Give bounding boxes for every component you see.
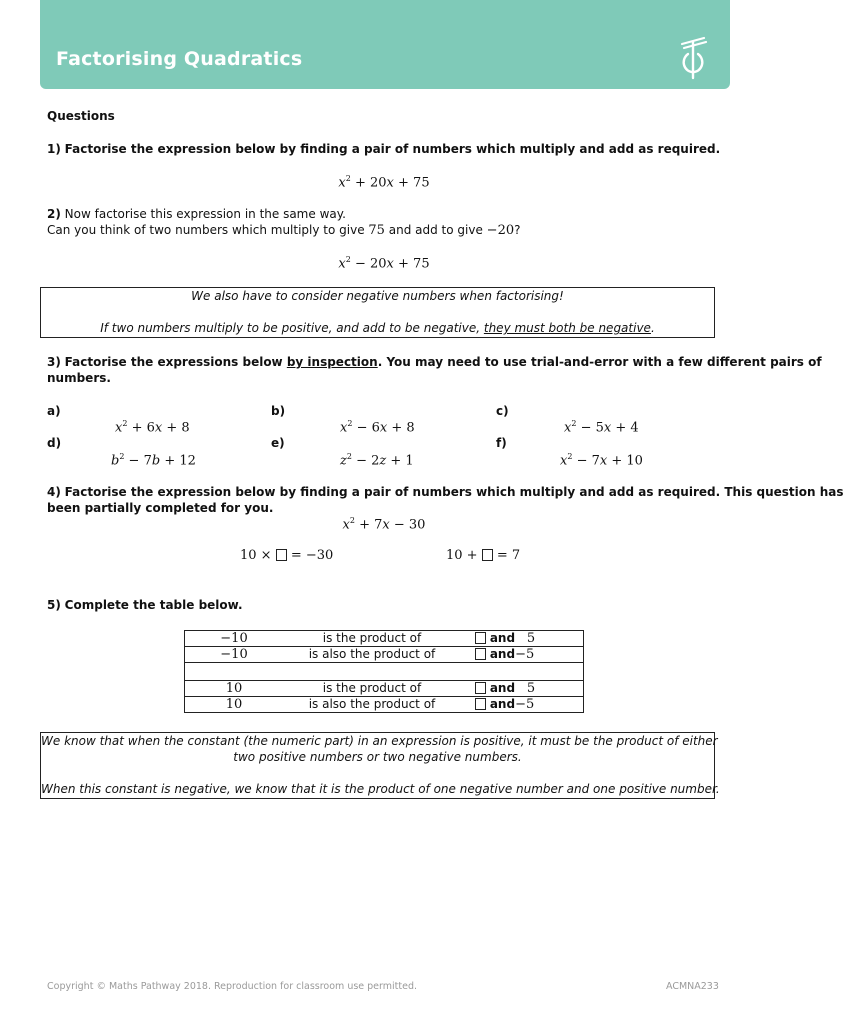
and-text: and [489,631,516,645]
table-cell-number: 10 [225,697,243,712]
table-cell-number: −10 [220,631,248,646]
table-cell-answer [461,647,583,663]
answer-box[interactable] [475,648,486,660]
product-table-grid [185,631,583,712]
part-label-d: d) [47,436,62,450]
part-b-expression: $x^2 - 6x + 8$ [340,419,415,436]
question-number: 2) [47,207,61,221]
note-line: two positive numbers or two negative numbers. [233,750,522,764]
answer-box[interactable] [482,549,493,561]
note-line: We also have to consider negative numbers when factorising! [191,289,564,303]
answer-box[interactable] [475,698,486,710]
sum-equation: 10 + = 7 [446,548,521,563]
question-text: and add to give [384,223,487,237]
table-cell-phrase: is also the product of [308,647,436,661]
question-text: Factorise the expression below by finding a pair of numbers which multiply and add as required. [64,142,721,156]
question-3 [47,354,822,370]
question-text: Now factorise this expression in the same way. [64,207,346,221]
table-row-spacer [185,663,583,681]
table-cell-phrase: is the product of [322,681,422,695]
maths-pathway-logo-icon [676,34,712,80]
part-label-f: f) [496,436,507,450]
page-title: Factorising Quadratics [56,48,303,70]
note-text: If two numbers multiply to be positive, and add to be negative, [100,321,484,335]
footer-copyright: Copyright © Maths Pathway 2018. Reproduction for classroom use permitted. [47,981,418,992]
part-d-expression: $b^2 - 7b + 12$ [111,452,196,469]
question-5 [47,597,243,613]
note-text: . [650,321,655,335]
question-3-line2: numbers. [47,371,111,385]
question-text: Complete the table below. [64,598,243,612]
question-4 [47,484,844,500]
product-equation: 10 × = −30 [240,548,334,563]
answer-box[interactable] [276,549,287,561]
table-cell-answer [461,631,583,647]
number: −20 [486,223,515,238]
note-line: We know that when the constant (the numeric part) in an expression is positive, it must be the product of either [41,734,718,748]
question-1 [47,141,720,157]
part-label-a: a) [47,404,61,418]
question-number: 1) [47,142,61,156]
footer-code: ACMNA233 [666,981,719,992]
table-cell-number: −10 [220,647,248,662]
question-text: Factorise the expression below by finding a pair of numbers which multiply and add as required. This question has [64,485,844,499]
table-row [185,631,583,647]
question-text: Can you think of two numbers which multiply to give [47,223,369,237]
table-row [185,681,583,697]
table-cell-answer [461,681,583,697]
q1-expression: $x^2 + 20x + 75$ [338,174,430,191]
table-cell-answer [461,697,583,713]
factor-value: −5 [515,647,535,662]
factor-value: −5 [515,697,535,712]
note-line: When this constant is negative, we know that it is the product of one negative number and one positive number. [41,782,720,796]
table-row [185,647,583,663]
note-box-negative-numbers [40,287,715,338]
and-text: and [489,697,516,711]
table-cell-phrase: is also the product of [308,697,436,711]
question-2 [47,206,346,222]
answer-box[interactable] [475,682,486,694]
and-text: and [489,681,516,695]
q2-expression: $x^2 - 20x + 75$ [338,255,430,272]
part-f-expression: $x^2 - 7x + 10$ [560,452,643,469]
questions-heading: Questions [47,109,115,123]
factor-value: 5 [526,681,536,696]
table-row [185,697,583,713]
note-box-constant-sign [40,732,720,799]
part-c-expression: $x^2 - 5x + 4$ [564,419,639,436]
note-line [41,320,714,336]
part-a-expression: $x^2 + 6x + 8$ [115,419,190,436]
number: 75 [368,223,385,238]
part-label-b: b) [271,404,286,418]
question-number: 5) [47,598,61,612]
question-number: 3) [47,355,61,369]
q4-expression: $x^2 + 7x - 30$ [342,516,426,533]
question-text: ? [514,223,521,237]
question-number: 4) [47,485,61,499]
part-label-c: c) [496,404,509,418]
note-text-underlined: they must both be negative [483,321,651,335]
factor-value: 5 [526,631,536,646]
question-text-underlined: by inspection [286,355,378,369]
question-text: Factorise the expressions below [64,355,287,369]
answer-box[interactable] [475,632,486,644]
table-cell-number: 10 [225,681,243,696]
question-text: . You may need to use trial-and-error with a few different pairs of [377,355,822,369]
header-banner [40,0,730,89]
question-4-line2: been partially completed for you. [47,501,274,515]
and-text: and [489,647,516,661]
table-cell-phrase: is the product of [322,631,422,645]
product-table [184,630,584,713]
question-2-line2 [47,222,520,239]
part-label-e: e) [271,436,285,450]
part-e-expression: $z^2 - 2z + 1$ [340,452,414,469]
